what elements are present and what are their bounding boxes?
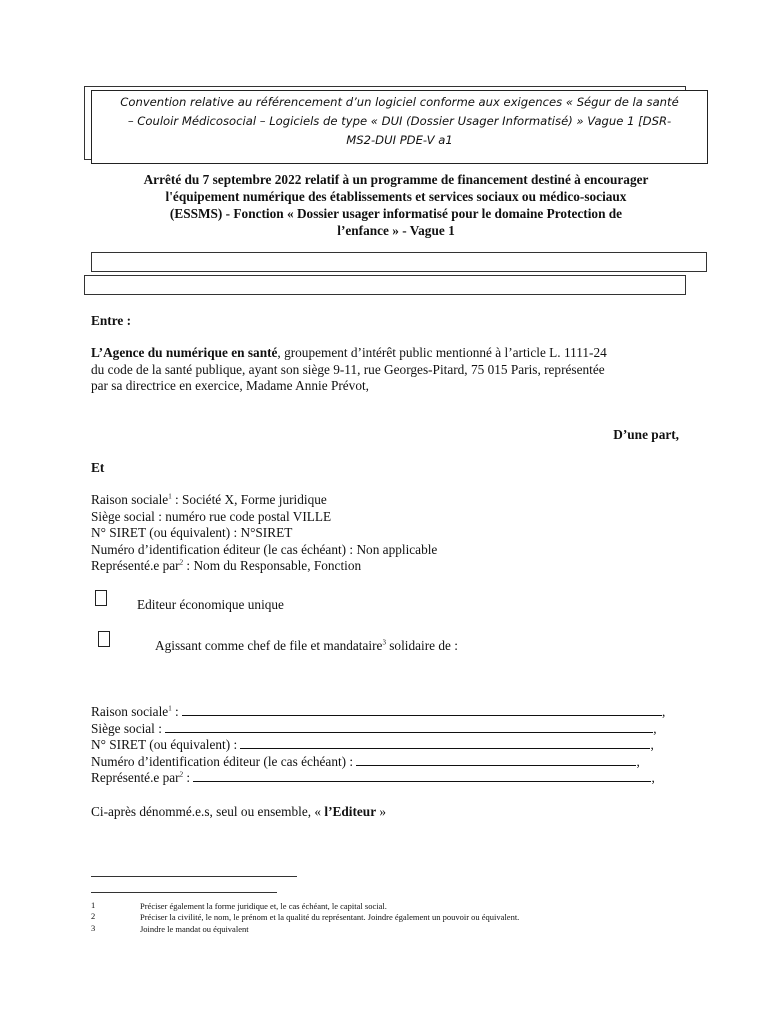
footnote-3-text: Joindre le mandat ou équivalent: [140, 924, 249, 934]
raison-sociale-value: : Société X, Forme juridique: [171, 492, 327, 507]
field-represente: [91, 770, 691, 787]
footnote-3-number: 3: [91, 923, 96, 933]
conclusion-prefix: Ci-après dénommé.e.s, seul ou ensemble, «: [91, 804, 325, 819]
checkbox-editeur-unique-label: Editeur économique unique: [137, 597, 284, 612]
raison-sociale-label: Raison sociale: [91, 492, 169, 507]
footnote-ref-2: 2: [179, 558, 184, 567]
convention-title-box: [91, 90, 708, 164]
field-comma: ,: [636, 753, 640, 769]
field-siege: [91, 721, 691, 738]
conclusion-suffix: »: [376, 804, 387, 819]
convention-title-line-3: MS2-DUI PDE-V a1: [346, 133, 453, 147]
field-represente-label: Représenté.e par: [91, 770, 180, 785]
checkbox-chef-de-file-label: [155, 638, 458, 655]
empty-bar-1: [91, 252, 707, 272]
field-comma: ,: [650, 737, 654, 752]
chef-de-file-text: Agissant comme chef de file et mandataire: [155, 638, 383, 653]
ans-line-2: du code de la santé publique, ayant son siège 9-11, rue Georges-Pitard, 75 015 Paris, représentée: [91, 361, 605, 377]
conclusion-editeur: l’Editeur: [324, 804, 377, 819]
editeur-raison-sociale: [91, 492, 691, 509]
field-numero-id: [91, 754, 691, 771]
checkbox-chef-de-file[interactable]: [98, 631, 110, 647]
ans-name: L’Agence du numérique en santé: [91, 345, 278, 360]
editeur-info: [91, 492, 691, 575]
field-comma: ,: [653, 720, 657, 736]
field-numero-id-input[interactable]: [356, 754, 636, 766]
footnote-2-text: Préciser la civilité, le nom, le prénom et la qualité du représentant. Joindre également un pouvoir ou équivalent.: [140, 912, 520, 922]
ans-paragraph: [91, 345, 691, 395]
footnote-separator-1: [91, 876, 297, 877]
field-numero-id-label: Numéro d’identification éditeur (le cas échéant) :: [91, 753, 354, 769]
field-siret-label: N° SIRET (ou équivalent) :: [91, 737, 238, 752]
editeur-represente: [91, 558, 691, 575]
footnote-separator-2: [91, 892, 277, 893]
field-represente-input[interactable]: [193, 770, 651, 782]
field-colon: :: [183, 770, 191, 785]
conclusion-line: [91, 804, 386, 821]
editeur-siret: N° SIRET (ou équivalent) : N°SIRET: [91, 525, 293, 540]
footnote-1-number: 1: [91, 900, 96, 910]
field-siret: [91, 737, 691, 754]
arrete-line-1: Arrêté du 7 septembre 2022 relatif à un programme de financement destiné à encourager: [143, 172, 649, 187]
editeur-numero-id: Numéro d’identification éditeur (le cas échéant) : Non applicable: [91, 541, 438, 557]
arrete-line-2: l'équipement numérique des établissements et services sociaux ou médico-sociaux: [165, 189, 627, 204]
footnote-ref-1: 1: [168, 492, 172, 501]
field-siege-input[interactable]: [165, 721, 653, 733]
arrete-line-4: l’enfance » - Vague 1: [337, 223, 455, 238]
arrete-heading: [86, 171, 706, 239]
field-footnote-ref-2: 2: [179, 770, 184, 779]
editeur-siege: Siège social : numéro rue code postal VILLE: [91, 508, 332, 524]
footnote-ref-3: 3: [382, 638, 386, 647]
ans-line-1-rest: , groupement d’intérêt public mentionné à l’article L. 1111-24: [277, 345, 607, 360]
blank-fields: [91, 704, 691, 787]
field-siret-input[interactable]: [240, 737, 650, 749]
field-colon: :: [171, 704, 179, 719]
chef-de-file-text-end: solidaire de :: [385, 638, 458, 653]
empty-bar-2: [84, 275, 686, 295]
dune-part-label: D’une part,: [613, 427, 679, 442]
field-raison-sociale: [91, 704, 691, 721]
field-comma: ,: [651, 770, 655, 785]
convention-title-line-2: – Couloir Médicosocial – Logiciels de type « DUI (Dossier Usager Informatisé) » Vague 1 [DSR-: [127, 114, 672, 128]
field-raison-sociale-label: Raison sociale: [91, 704, 169, 719]
checkbox-editeur-unique[interactable]: [95, 590, 107, 606]
field-raison-sociale-input[interactable]: [182, 704, 662, 716]
represente-value: : Nom du Responsable, Fonction: [183, 558, 362, 573]
field-siege-label: Siège social :: [91, 720, 162, 736]
et-label: Et: [91, 460, 105, 475]
ans-line-3: par sa directrice en exercice, Madame Annie Prévot,: [91, 378, 369, 393]
field-footnote-ref-1: 1: [168, 704, 172, 713]
represente-label: Représenté.e par: [91, 558, 180, 573]
convention-title-line-1: Convention relative au référencement d’un logiciel conforme aux exigences « Ségur de la santé: [120, 95, 679, 109]
ans-line-1: [91, 345, 691, 362]
arrete-line-3: (ESSMS) - Fonction « Dossier usager informatisé pour le domaine Protection de: [169, 206, 623, 221]
entre-label: Entre :: [91, 313, 132, 328]
field-comma: ,: [662, 704, 666, 719]
footnote-2-number: 2: [91, 911, 96, 921]
footnote-1-text: Préciser également la forme juridique et, le cas échéant, le capital social.: [140, 901, 387, 911]
